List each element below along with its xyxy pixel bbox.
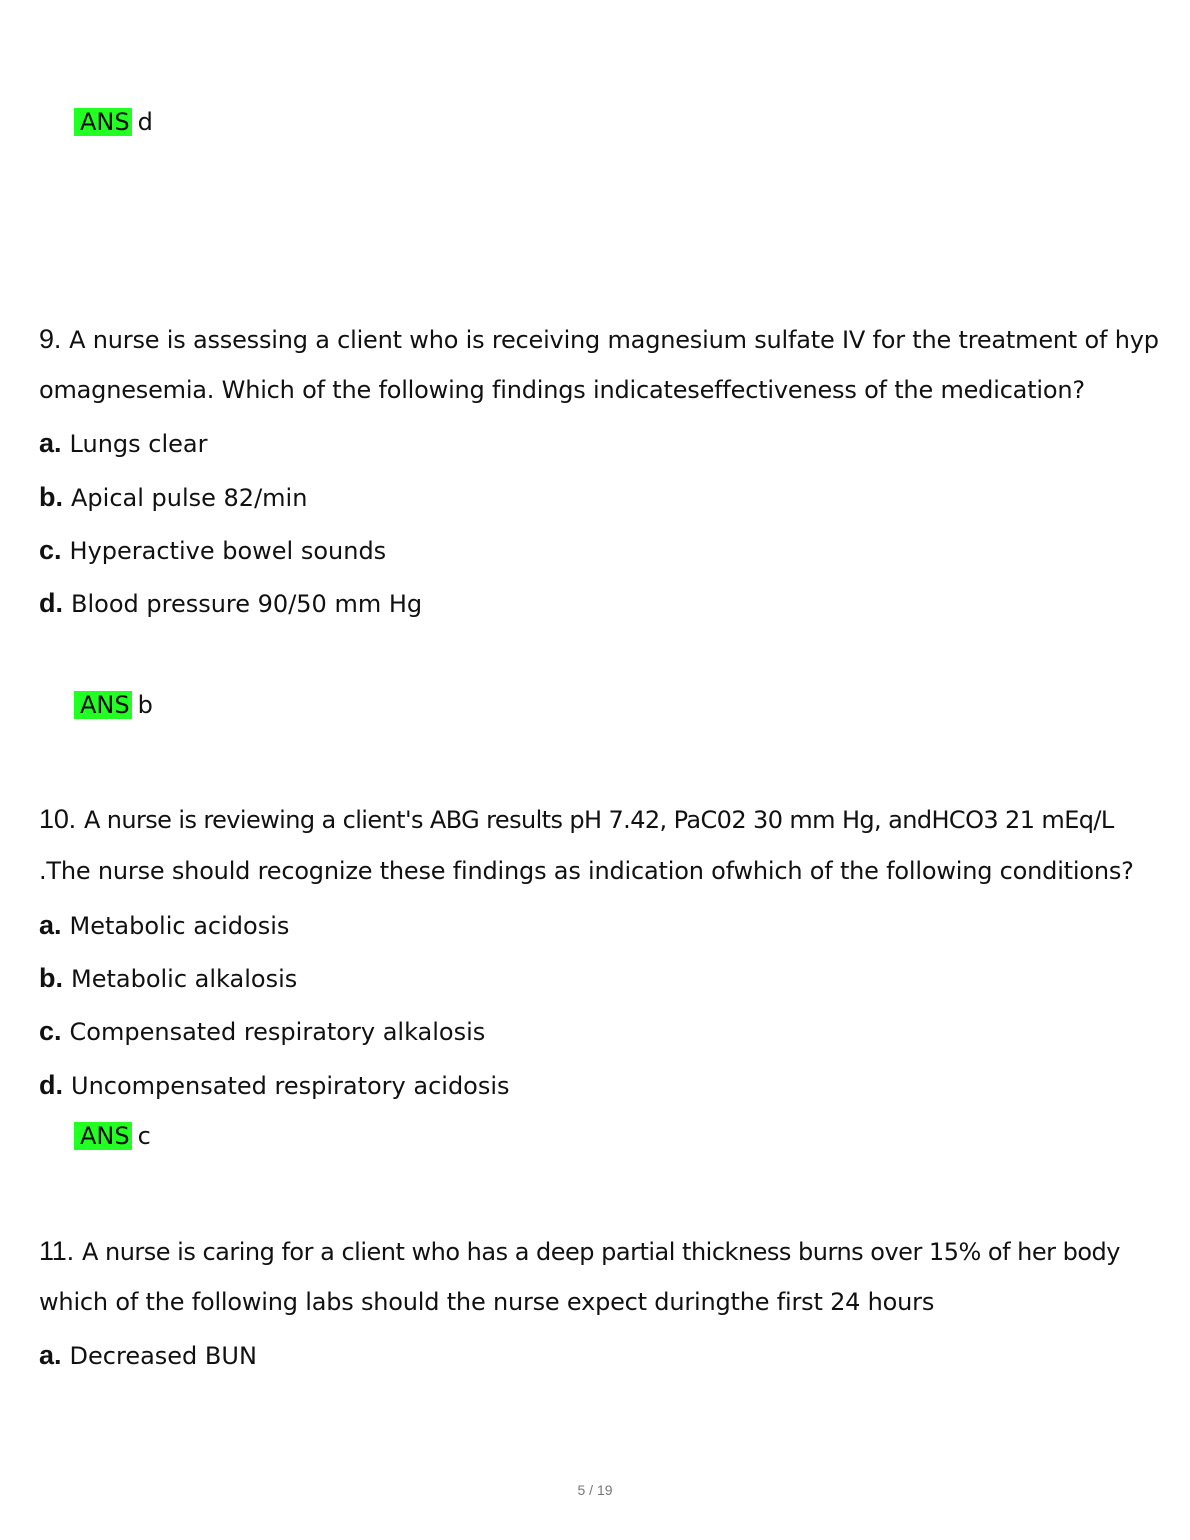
question-11-line-2 [39,1287,934,1317]
option-text: Compensated respiratory alkalosis [69,1018,486,1046]
question-9-option-d [39,588,422,619]
question-text: omagnesemia. Which of the following findings indicateseffectiveness of the medication? [39,376,1085,404]
question-10-option-d [39,1070,510,1101]
option-text: Uncompensated respiratory acidosis [71,1072,510,1100]
answer-tag: ANS [74,1122,132,1150]
option-letter: b. [39,963,63,993]
answer-tag: ANS [74,691,132,719]
option-text: Apical pulse 82/min [71,484,308,512]
question-10-line-2 [39,856,1134,886]
question-9-line-1 [39,324,1159,355]
question-number: 10. [39,804,76,834]
option-text: Hyperactive bowel sounds [69,537,387,565]
answer-value: b [137,691,153,719]
question-9-option-c [39,535,386,566]
question-text: .The nurse should recognize these findings as indication ofwhich of the following conditions? [39,857,1134,885]
question-10-option-b [39,963,297,994]
question-number: 11. [39,1236,74,1266]
answer-q9 [74,690,153,720]
page-indicator: 5 / 19 [577,1482,613,1498]
option-letter: c. [39,1016,62,1046]
answer-tag: ANS [74,108,132,136]
question-text: A nurse is reviewing a client's ABG results pH 7.42, PaC02 30 mm Hg, andHCO3 21 mEq/L [83,806,1114,834]
answer-value: d [137,108,153,136]
question-9-option-b [39,482,307,513]
question-9-option-a [39,428,207,459]
question-10-option-c [39,1016,485,1047]
option-text: Metabolic acidosis [69,912,290,940]
question-11-line-1 [39,1236,1120,1267]
question-number: 9. [39,324,62,354]
answer-q10 [74,1121,151,1151]
option-letter: b. [39,482,63,512]
option-letter: d. [39,1070,63,1100]
option-letter: a. [39,428,62,458]
option-letter: d. [39,588,63,618]
question-11-option-a [39,1340,257,1371]
option-text: Decreased BUN [69,1342,257,1370]
question-10-line-1 [39,804,1114,835]
option-text: Blood pressure 90/50 mm Hg [71,590,423,618]
option-letter: a. [39,1340,62,1370]
option-text: Lungs clear [69,430,208,458]
question-9-line-2 [39,375,1085,405]
question-10-option-a [39,910,289,941]
question-text: A nurse is caring for a client who has a deep partial thickness burns over 15% of her body [81,1238,1120,1266]
question-text: A nurse is assessing a client who is receiving magnesium sulfate IV for the treatment of hyp [69,326,1159,354]
answer-value: c [137,1122,151,1150]
option-letter: c. [39,535,62,565]
question-text: which of the following labs should the nurse expect duringthe first 24 hours [39,1288,935,1316]
answer-q8 [74,107,153,137]
option-letter: a. [39,910,62,940]
option-text: Metabolic alkalosis [71,965,298,993]
